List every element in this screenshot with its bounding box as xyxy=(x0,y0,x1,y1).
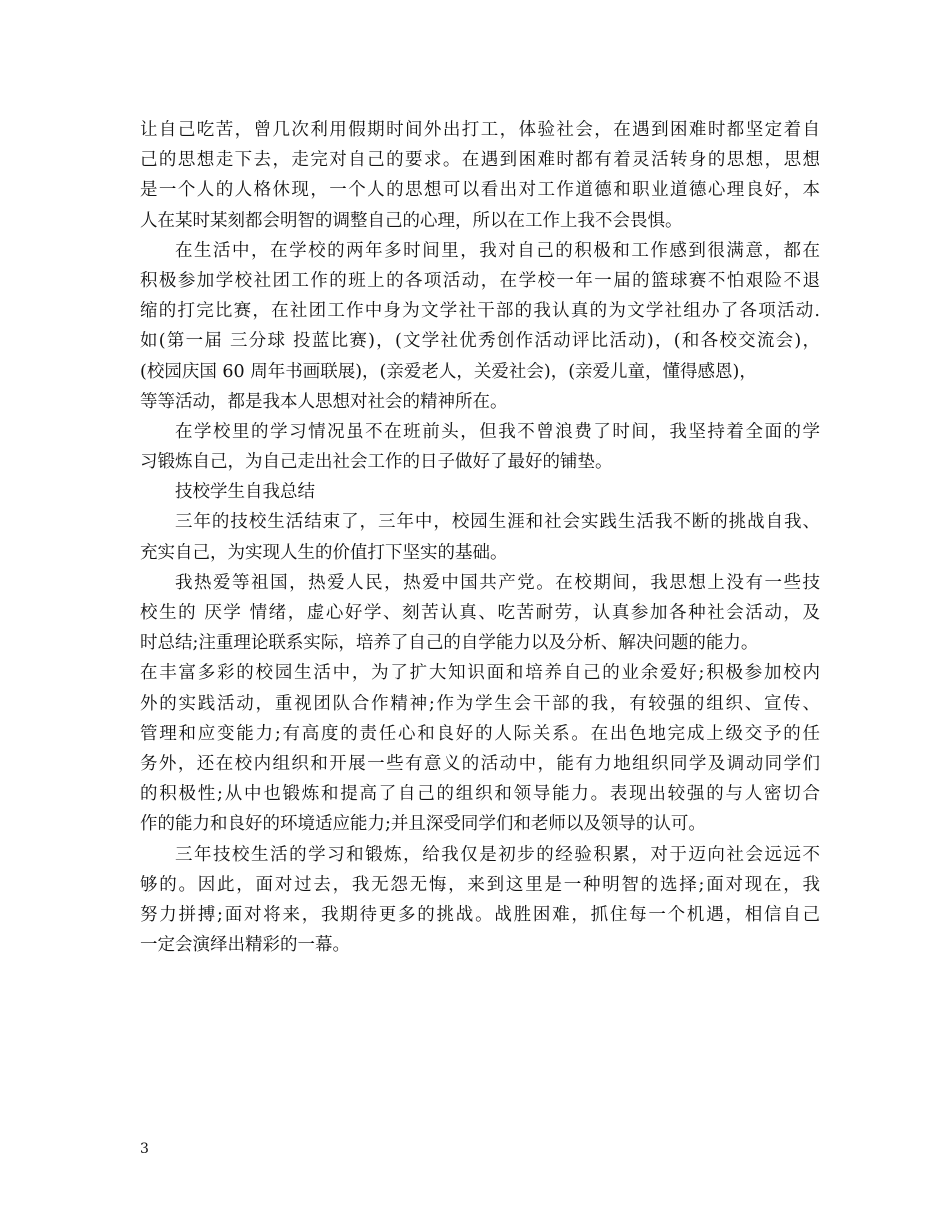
text-line: 习锻炼自己，为自己走出社会工作的日子做好了最好的铺垫。 xyxy=(140,452,613,473)
text-line: 作的能力和良好的环境适应能力;并且深受同学们和老师以及领导的认可。 xyxy=(140,814,706,835)
text-line: 够的。因此，面对过去，我无怨无悔，来到这里是一种明智的选择;面对现在，我 xyxy=(140,874,820,895)
text-line: 技校学生自我总结 xyxy=(175,482,315,503)
text-line: 等等活动，都是我本人思想对社会的精神所在。 xyxy=(140,391,508,412)
text-line: 外的实践活动，重视团队合作精神;作为学生会干部的我，有较强的组织、宣传、 xyxy=(140,693,820,714)
text-line: 管理和应变能力;有高度的责任心和良好的人际关系。在出色地完成上级交予的任 xyxy=(140,723,820,744)
text-line: 努力拼搏;面对将来，我期待更多的挑战。战胜困难，抓住每一个机遇，相信自己 xyxy=(140,904,820,925)
text-line: 让自己吃苦，曾几次利用假期时间外出打工，体验社会，在遇到困难时都坚定着自 xyxy=(140,120,820,140)
text-line: 时总结;注重理论联系实际，培养了自己的自学能力以及分析、解决问题的能力。 xyxy=(140,633,759,654)
text-line: (校园庆国 60 周年书画联展)，(亲爱老人，关爱社会)，(亲爱儿童，懂得感恩)， xyxy=(140,361,757,382)
page-number: 3 xyxy=(140,1141,149,1157)
text-line: 的积极性;从中也锻炼和提高了自己的组织和领导能力。表现出较强的与人密切合 xyxy=(140,784,820,805)
text-line: 缩的打完比赛，在社团工作中身为文学社干部的我认真的为文学社组办了各项活动. xyxy=(140,301,820,322)
text-line: 三年的技校生活结束了，三年中，校园生涯和社会实践生活我不断的挑战自我、 xyxy=(175,512,820,533)
text-line: 在丰富多彩的校园生活中，为了扩大知识面和培养自己的业余爱好;积极参加校内 xyxy=(140,663,820,684)
text-line: 校生的 厌学 情绪，虚心好学、刻苦认真、吃苦耐劳，认真参加各种社会活动，及 xyxy=(140,603,820,623)
text-line: 在生活中，在学校的两年多时间里，我对自己的积极和工作感到很满意，都在 xyxy=(175,240,820,261)
text-line: 三年技校生活的学习和锻炼，给我仅是初步的经验积累，对于迈向社会远远不 xyxy=(175,844,820,865)
text-line: 一定会演绎出精彩的一幕。 xyxy=(140,935,350,956)
text-line: 务外，还在校内组织和开展一些有意义的活动中，能有力地组织同学及调动同学们 xyxy=(140,753,820,774)
text-line: 在学校里的学习情况虽不在班前头，但我不曾浪费了时间，我坚持着全面的学 xyxy=(175,421,820,442)
text-line: 积极参加学校社团工作的班上的各项活动，在学校一年一届的篮球赛不怕艰险不退 xyxy=(140,270,820,291)
text-line: 如(第一届 三分球 投蓝比赛)，(文学社优秀创作活动评比活动)，(和各校交流会)， xyxy=(140,331,820,352)
text-line: 是一个人的人格休现，一个人的思想可以看出对工作道德和职业道德心理良好，本 xyxy=(140,180,820,201)
text-line: 我热爱等祖国，热爱人民，热爱中国共产党。在校期间，我思想上没有一些技 xyxy=(175,572,820,593)
text-line: 己的思想走下去，走完对自己的要求。在遇到困难时都有着灵活转身的思想，思想 xyxy=(140,150,820,171)
text-line: 充实自己，为实现人生的价值打下坚实的基础。 xyxy=(140,542,508,563)
text-line: 人在某时某刻都会明智的调整自己的心理，所以在工作上我不会畏惧。 xyxy=(140,210,683,231)
body-text xyxy=(140,115,820,960)
